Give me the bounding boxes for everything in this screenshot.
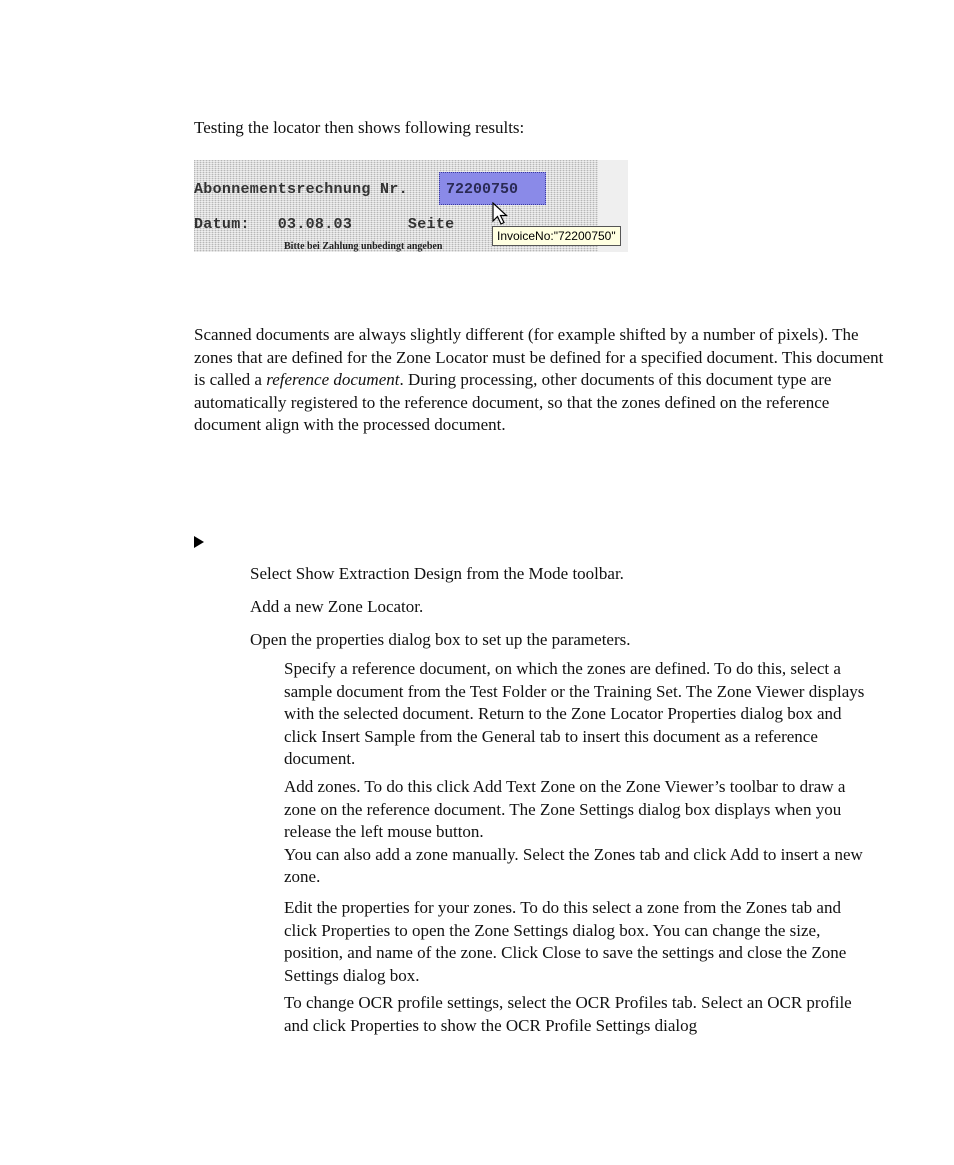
- step-3: Open the properties dialog box to set up the parameters.: [250, 630, 631, 649]
- scan-small-text: Bitte bei Zahlung unbedingt angeben: [284, 241, 443, 252]
- substep-ocr-profiles: To change OCR profile settings, select the OCR Profiles tab. Select an OCR profile and click Properties to show the OCR Profile Settings dialog: [284, 993, 852, 1035]
- zone-locator-test-screenshot: [194, 160, 628, 252]
- procedure-arrow-icon: [194, 536, 204, 548]
- reference-document-paragraph: [194, 324, 884, 437]
- substep-add-zones-text: Add zones. To do this click Add Text Zone on the Zone Viewer’s toolbar to draw a zone on the reference document. The Zone Settings dialog box displays when you release the left mouse button.: [284, 777, 846, 841]
- intro-text: Testing the locator then shows following results:: [194, 118, 525, 137]
- substep-reference-document: Specify a reference document, on which the zones are defined. To do this, select a sample document from the Test Folder or the Training Set. The Zone Viewer displays with the selected document. Return to the Zone Locator Properties dialog box and click Insert Sample from the General tab to insert this document as a reference document.: [284, 659, 865, 768]
- paragraph-text-before: Scanned documents are always slightly different (for example shifted by a number of pixels). The zones that are defined for the Zone Locator must be defined for a specified document. This document is called a: [194, 325, 884, 389]
- result-tooltip: InvoiceNo:"72200750": [492, 226, 621, 246]
- substep-add-zones-manual: You can also add a zone manually. Select the Zones tab and click Add to insert a new zone.: [284, 844, 863, 886]
- scan-text-line1: Abonnementsrechnung Nr.: [194, 181, 408, 198]
- step-2: Add a new Zone Locator.: [250, 597, 424, 616]
- step-1: Select Show Extraction Design from the Mode toolbar.: [250, 564, 624, 583]
- mouse-pointer-icon: [492, 202, 510, 226]
- scan-text-line2: Datum: 03.08.03 Seite: [194, 216, 455, 233]
- scan-invoice-number: 72200750: [446, 181, 519, 198]
- reference-document-term: reference document: [266, 370, 400, 389]
- substep-add-zones: [284, 776, 876, 889]
- paragraph-text-after: . During processing, other documents of this document type are automatically registered to the reference document, so that the zones defined on the reference document align with the processed document.: [194, 370, 832, 434]
- substep-edit-zone-properties: Edit the properties for your zones. To do this select a zone from the Zones tab and click Properties to open the Zone Settings dialog box. You can change the size, position, and name of the zone. Click Close to save the settings and close the Zone Settings dialog box.: [284, 898, 847, 985]
